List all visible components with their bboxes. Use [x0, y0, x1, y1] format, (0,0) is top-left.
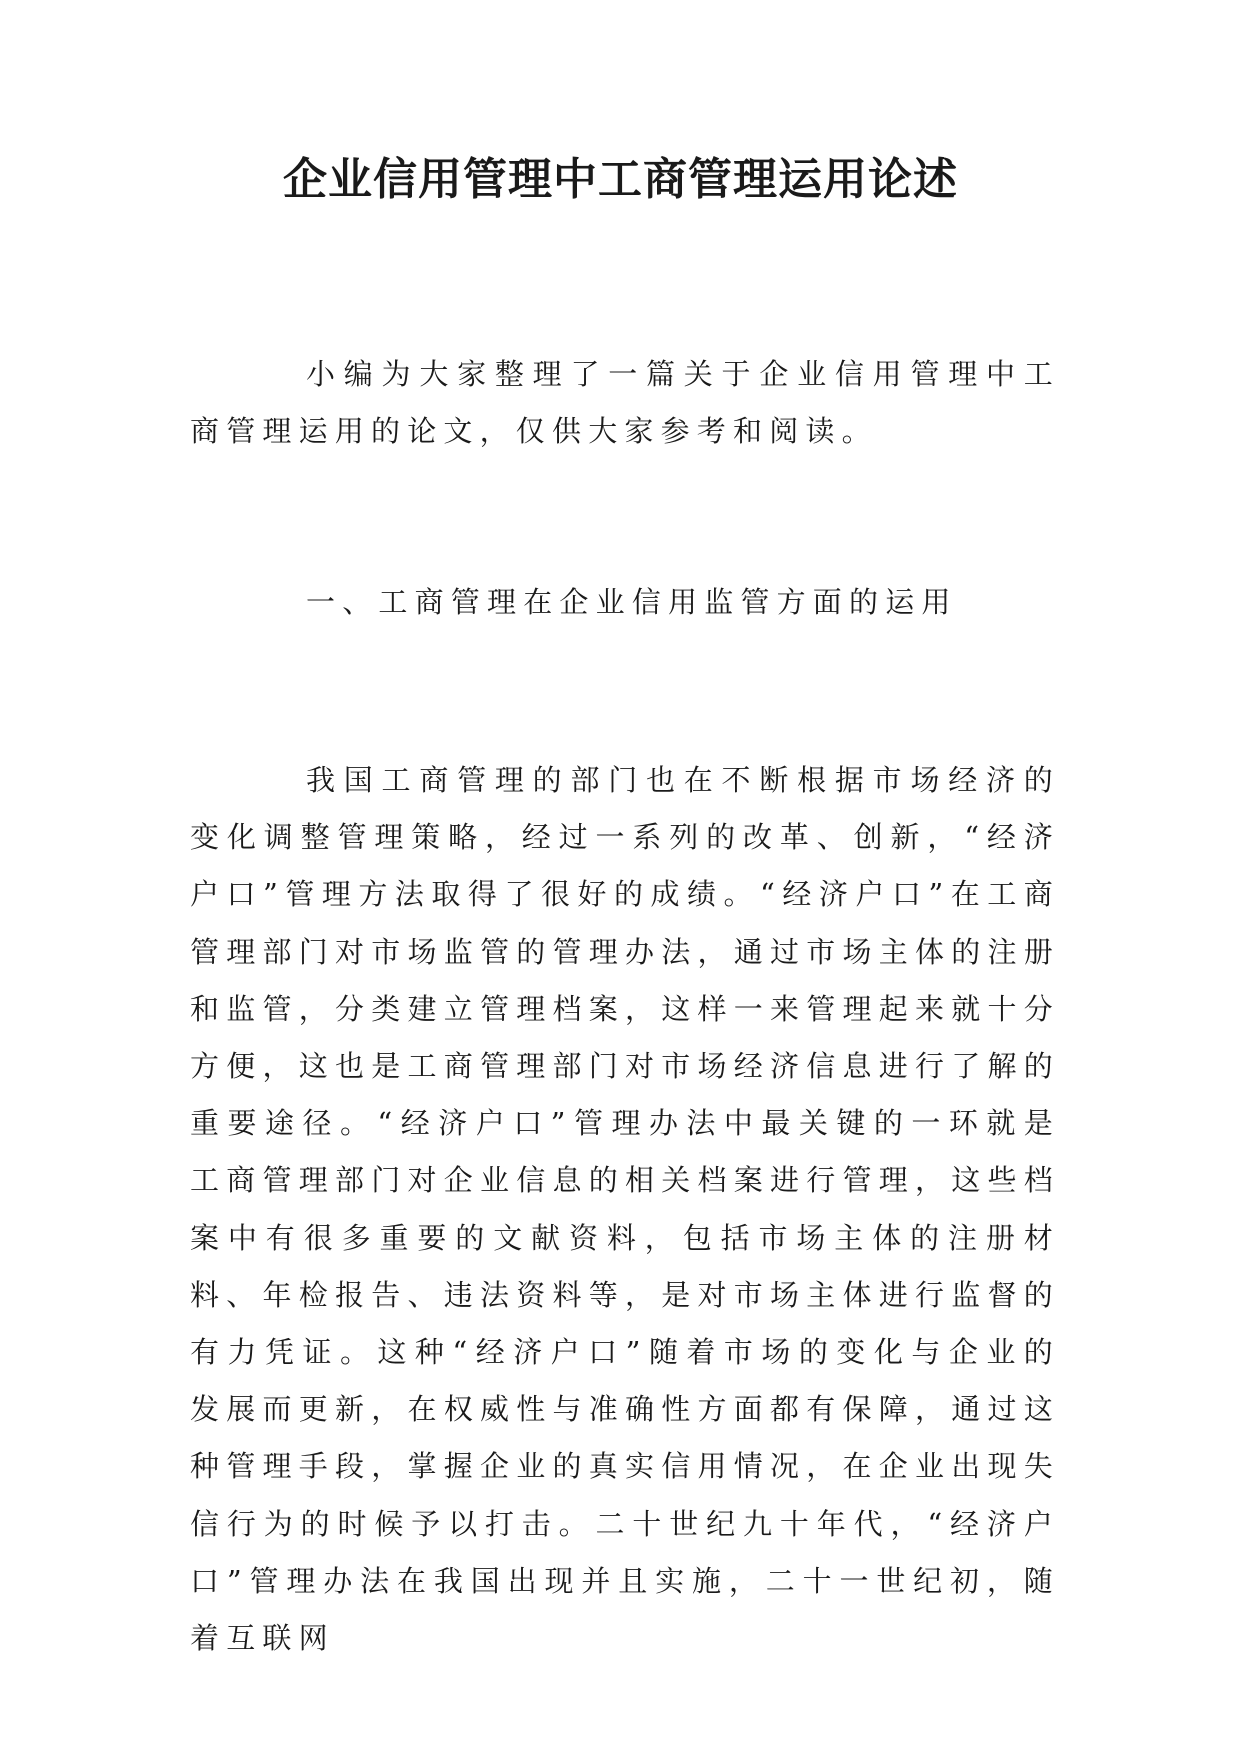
- document-title: 企业信用管理中工商管理运用论述: [283, 154, 958, 205]
- section-heading: 一、工商管理在企业信用监管方面的运用: [306, 585, 958, 619]
- body-paragraph: 我国工商管理的部门也在不断根据市场经济的变化调整管理策略，经过一系列的改革、创新，“经济户口”管理方法取得了很好的成绩。“经济户口”在工商管理部门对市场监管的管理办法，通过市场主体的注册和监管，分类建立管理档案，这样一来管理起来就十分方便，这也是工商管理部门对市场经济信息进行了解的重要途径。“经济户口”管理办法中最关键的一环就是工商管理部门对企业信息的相关档案进行管理，这些档案中有很多重要的文献资料，包括市场主体的注册材料、年检报告、违法资料等，是对市场主体进行监督的有力凭证。这种“经济户口”随着市场的变化与企业的发展而更新，在权威性与准确性方面都有保障，通过这种管理手段，掌握企业的真实信用情况，在企业出现失信行为的时候予以打击。二十世纪九十年代，“经济户口”管理办法在我国出现并且实施，二十一世纪初，随着互联网: [190, 763, 1060, 1656]
- intro-paragraph: 小编为大家整理了一篇关于企业信用管理中工商管理运用的论文，仅供大家参考和阅读。: [190, 357, 1060, 449]
